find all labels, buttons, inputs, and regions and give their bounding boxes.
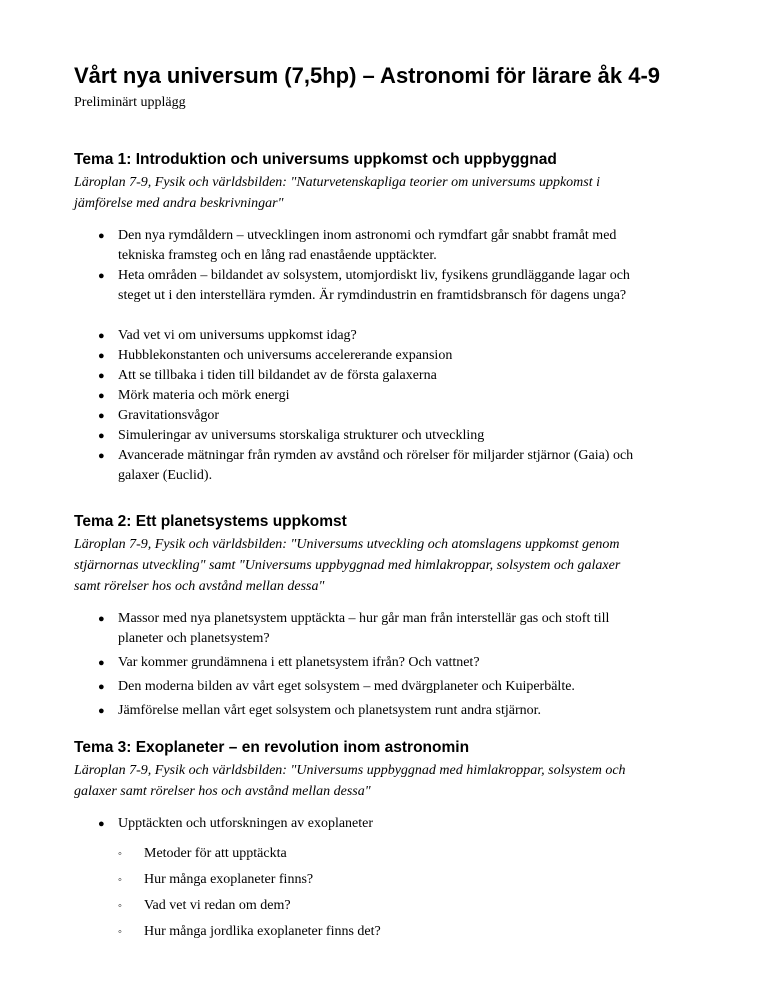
list-item-text: Hur många exoplaneter finns? <box>144 872 314 887</box>
list-item <box>74 226 714 266</box>
list-item <box>74 386 714 406</box>
curriculum-reference <box>74 172 714 214</box>
list-item <box>74 326 714 346</box>
list-item-text: Gravitationsvågor <box>118 408 220 423</box>
list-item-text: Jämförelse mellan vårt eget solsystem och planetsystem runt andra stjärnor. <box>118 703 541 718</box>
list-item-text: Hubblekonstanten och universums accelererande expansion <box>118 348 453 363</box>
circle-bullet-icon: ◦ <box>118 874 122 886</box>
list-item-text: Den nya rymdåldern – utvecklingen inom astronomi och rymdfart går snabbt framåt med <box>118 228 617 243</box>
bullet-icon: ● <box>98 818 105 830</box>
bullet-icon: ● <box>98 390 105 402</box>
list-item-text: Att se tillbaka i tiden till bildandet av de första galaxerna <box>118 368 437 383</box>
list-item <box>74 701 714 721</box>
document-title: Vårt nya universum (7,5hp) – Astronomi för lärare åk 4-9 <box>74 63 661 88</box>
bullet-icon: ● <box>98 450 105 462</box>
list-item <box>74 266 714 306</box>
circle-bullet-icon: ◦ <box>118 848 122 860</box>
bullet-icon: ● <box>98 370 105 382</box>
list-item <box>74 814 714 834</box>
list-item <box>74 366 714 386</box>
curriculum-reference <box>74 534 714 597</box>
list-item-text: galaxer (Euclid). <box>118 468 213 483</box>
curriculum-line: galaxer samt rörelser hos och avstånd mellan dessa" <box>74 784 371 799</box>
section-tema-2 <box>74 512 714 721</box>
document-subtitle: Preliminärt upplägg <box>74 95 186 110</box>
curriculum-line: samt rörelser hos och avstånd mellan dessa" <box>74 579 325 594</box>
list-item-text: Metoder för att upptäckta <box>144 846 287 861</box>
bullet-icon: ● <box>98 230 105 242</box>
bullet-list <box>74 814 714 834</box>
bullet-icon: ● <box>98 330 105 342</box>
list-item-text: Hur många jordlika exoplaneter finns det? <box>144 924 381 939</box>
sub-list-item <box>74 896 714 922</box>
circle-bullet-icon: ◦ <box>118 900 122 912</box>
list-item <box>74 609 714 649</box>
curriculum-line: jämförelse med andra beskrivningar" <box>74 196 284 211</box>
curriculum-line: Läroplan 7-9, Fysik och världsbilden: "Naturvetenskapliga teorier om universums uppkomst i <box>74 175 601 190</box>
list-item-text: Var kommer grundämnena i ett planetsystem ifrån? Och vattnet? <box>118 655 480 670</box>
list-item <box>74 346 714 366</box>
circle-bullet-icon: ◦ <box>118 926 122 938</box>
list-item-text: Avancerade mätningar från rymden av avstånd och rörelser för miljarder stjärnor (Gaia) och <box>118 448 634 463</box>
bullet-icon: ● <box>98 410 105 422</box>
list-item <box>74 406 714 426</box>
bullet-icon: ● <box>98 350 105 362</box>
sub-list-item <box>74 870 714 896</box>
curriculum-line: stjärnornas utveckling" samt "Universums uppbyggnad med himlakroppar, solsystem och galaxer <box>74 558 621 573</box>
bullet-icon: ● <box>98 613 105 625</box>
curriculum-reference <box>74 760 714 802</box>
list-item <box>74 426 714 446</box>
list-item-text: Vad vet vi om universums uppkomst idag? <box>118 328 357 343</box>
list-item-text: Den moderna bilden av vårt eget solsystem – med dvärgplaneter och Kuiperbälte. <box>118 679 575 694</box>
list-item-text: planeter och planetsystem? <box>118 631 270 646</box>
list-item <box>74 446 714 486</box>
list-item-text: Simuleringar av universums storskaliga strukturer och utveckling <box>118 428 485 443</box>
section-tema-3 <box>74 738 714 948</box>
list-item <box>74 653 714 673</box>
list-item-text: Vad vet vi redan om dem? <box>144 898 291 913</box>
sub-bullet-list <box>74 844 714 948</box>
curriculum-line: Läroplan 7-9, Fysik och världsbilden: "Universums utveckling och atomslagens uppkomst genom <box>74 537 620 552</box>
sub-list-item <box>74 922 714 948</box>
section-heading: Tema 1: Introduktion och universums uppkomst och uppbyggnad <box>74 151 557 168</box>
bullet-icon: ● <box>98 270 105 282</box>
section-heading: Tema 3: Exoplaneter – en revolution inom astronomin <box>74 739 470 756</box>
bullet-icon: ● <box>98 657 105 669</box>
sub-list-item <box>74 844 714 870</box>
list-item-text: tekniska framsteg och en lång rad enastående upptäckter. <box>118 248 437 263</box>
bullet-icon: ● <box>98 705 105 717</box>
bullet-list <box>74 609 714 721</box>
list-item-text: Mörk materia och mörk energi <box>118 388 290 403</box>
list-item-text: steget ut i den interstellära rymden. Är rymdindustrin en framtidsbransch för dagens unga? <box>118 288 627 303</box>
bullet-icon: ● <box>98 681 105 693</box>
list-item-text: Heta områden – bildandet av solsystem, utomjordiskt liv, fysikens grundläggande lagar och <box>118 268 630 283</box>
curriculum-line: Läroplan 7-9, Fysik och världsbilden: "Universums uppbyggnad med himlakroppar, solsystem och <box>74 763 626 778</box>
bullet-list <box>74 226 714 306</box>
list-item-text: Massor med nya planetsystem upptäckta – hur går man från interstellär gas och stoft till <box>118 611 610 626</box>
section-tema-1 <box>74 150 714 486</box>
bullet-list <box>74 326 714 486</box>
bullet-icon: ● <box>98 430 105 442</box>
list-item-text: Upptäckten och utforskningen av exoplaneter <box>118 816 374 831</box>
section-heading: Tema 2: Ett planetsystems uppkomst <box>74 513 347 530</box>
list-item <box>74 677 714 697</box>
